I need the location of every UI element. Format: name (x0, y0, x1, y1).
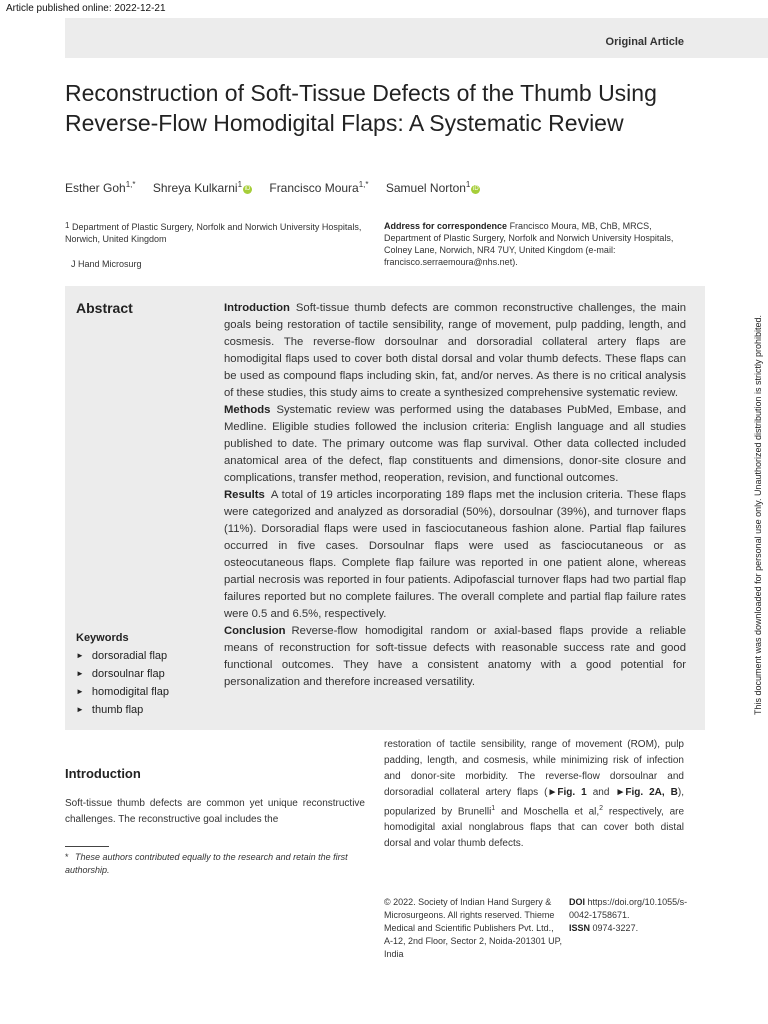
author-list (65, 180, 494, 195)
issn-label: ISSN (569, 923, 591, 933)
orcid-icon[interactable]: iD (473, 186, 479, 192)
section-text: A total of 19 articles incorporating 189 flaps met the inclusion criteria. These flaps were categorized and analyzed as dorsoradial (50%), dorsoulnar (39%), and turnover flaps (11%). Dorsoradial flaps were used in fasciocutaneous fashion alone. Partial flap failures occurred in five cases. Dorsoulnar flaps were used as fasciocutaneous or as osteocutaneous flaps. Complete flap failure was reported in one patient alone, whereas partial necrosis was reported in four patients. Adipofascial turnover flaps had two partial flap failures reported but no complete failures. The overall complete and partial flap failure rates were 0.5 and 6.5%, respectively. (224, 489, 686, 620)
keyword-item: ► dorsoradial flap (76, 647, 216, 665)
affiliation (65, 220, 365, 245)
introduction-text-right (384, 737, 684, 852)
author (153, 181, 252, 195)
keyword-item: ► homodigital flap (76, 683, 216, 701)
section-label: Results (224, 489, 265, 501)
author (386, 181, 481, 195)
author-name: Samuel Norton (385, 181, 466, 195)
section-text: Reverse-flow homodigital random or axial-based flaps provide a reliable means of reconstruction for soft-tissue defects with reasonable success rate and good functional outcomes. They have a consistent anatomy with a good potential for personalization and therefore increased versatility. (224, 625, 686, 688)
intro-text-segment: restoration of tactile sensibility, range of movement (ROM), pulp padding, length, and cosmesis, while minimizing risk of infection and donor-site morbidity. The reverse-flow dorsoulnar and dorsoradial collateral artery flaps ( (384, 739, 684, 798)
author (269, 181, 368, 195)
correspondence-address (384, 220, 684, 268)
doi-label: DOI (569, 897, 586, 907)
affiliation-number: 1 (65, 221, 70, 230)
abstract-conclusion (224, 623, 686, 691)
author-affiliation-mark: 1,* (358, 180, 369, 189)
section-text: Systematic review was performed using the databases PubMed, Embase, and Medline. Eligible studies followed the inclusion criteria: English language and all studies published to date. The primary outcome was flap survival. Other data collected included anatomical area of the defect, flap constituents and dimensions, donor-site closure and complications, transfer method, reoperation, revision, and functional outcomes. (224, 404, 686, 484)
keywords-title: Keywords (76, 632, 129, 644)
intro-text-segment: and Moschella et al, (495, 806, 600, 818)
author-name: Francisco Moura (269, 181, 359, 195)
footnote-divider (65, 846, 109, 847)
doi-block (569, 896, 699, 935)
abstract-results (224, 487, 686, 623)
citation-1[interactable]: 1 (491, 805, 496, 812)
correspondence-text: Francisco Moura, MB, ChB, MRCS, Department of Plastic Surgery, Norfolk and Norwich University Hospitals, Colney Lane, Norwich, NR4 7UY, United Kingdom (e-mail: francisco.serraemoura@nhs.net). (384, 221, 674, 267)
author (65, 181, 136, 195)
download-notice: This document was downloaded for personal use only. Unauthorized distribution is strictly prohibited. (753, 314, 763, 715)
introduction-heading: Introduction (65, 766, 141, 781)
orcid-icon[interactable]: iD (244, 186, 251, 192)
abstract-introduction (224, 300, 686, 402)
keywords (76, 630, 216, 719)
author-name: Esther Goh (65, 181, 126, 195)
article-type: Original Article (605, 36, 684, 48)
footnote-text: These authors contributed equally to the research and retain the first authorship. (65, 852, 348, 875)
copyright-notice: © 2022. Society of Indian Hand Surgery & Microsurgeons. All rights reserved. Thieme Medical and Scientific Publishers Pvt. Ltd., A-12, 2nd Floor, Sector 2, Noida-201301 UP, India (384, 897, 562, 959)
citation-2[interactable]: 2 (599, 805, 604, 812)
abstract-heading: Abstract (76, 300, 133, 316)
section-label: Methods (224, 404, 271, 416)
keyword-item: ► thumb flap (76, 701, 216, 719)
correspondence-label: Address for correspondence (384, 221, 508, 231)
doi-link[interactable]: https://doi.org/10.1055/s-0042-1758671. (569, 897, 688, 920)
author-affiliation-mark: 1,* (125, 180, 136, 189)
abstract-text (224, 300, 686, 691)
introduction-text-left: Soft-tissue thumb defects are common yet unique reconstructive challenges. The reconstructive goal includes the (65, 798, 365, 825)
intro-text-segment: and (586, 787, 616, 798)
intro-text-segment: respectively, are homodigital axial nonglabrous flaps that can cover both distal dorsal and volar thumb defects. (384, 806, 685, 850)
article-title: Reconstruction of Soft-Tissue Defects of the Thumb Using Reverse-Flow Homodigital Flaps: A Systematic Review (65, 80, 657, 136)
author-affiliation-mark: 1 (237, 180, 243, 189)
journal-name: J Hand Microsurg (71, 259, 142, 269)
figure-2-link[interactable]: ►Fig. 2A, B (615, 787, 678, 798)
author-affiliation-mark: 1 (465, 180, 471, 189)
section-text: Soft-tissue thumb defects are common reconstructive challenges, the main goals being restoration of tactile sensibility, range of movement, pulp padding, length, and cosmesis. The reverse-flow dorsoulnar and dorsoradial collateral artery flaps are homodigital flaps used to cover both distal dorsal and volar thumb defects. These flaps can be used as compound flaps including skin, fat, and/or nerves. As there is no critical analysis of these studies, this study aims to create a synthesized comprehensive systematic review. (224, 302, 686, 399)
keyword-item: ► dorsoulnar flap (76, 665, 216, 683)
affiliation-text: Department of Plastic Surgery, Norfolk and Norwich University Hospitals, Norwich, United Kingdom (65, 222, 362, 244)
abstract-methods (224, 402, 686, 487)
figure-1-link[interactable]: ►Fig. 1 (547, 787, 587, 798)
section-label: Conclusion (224, 625, 286, 637)
footnote (65, 851, 367, 877)
footnote-mark: * (65, 852, 69, 862)
author-name: Shreya Kulkarni (152, 181, 238, 195)
section-label: Introduction (224, 302, 290, 314)
issn-value: 0974-3227. (592, 923, 639, 933)
keywords-list (76, 647, 216, 719)
publication-date: Article published online: 2022-12-21 (6, 3, 166, 14)
intro-text-segment: ), popularized by Brunelli (384, 787, 684, 818)
